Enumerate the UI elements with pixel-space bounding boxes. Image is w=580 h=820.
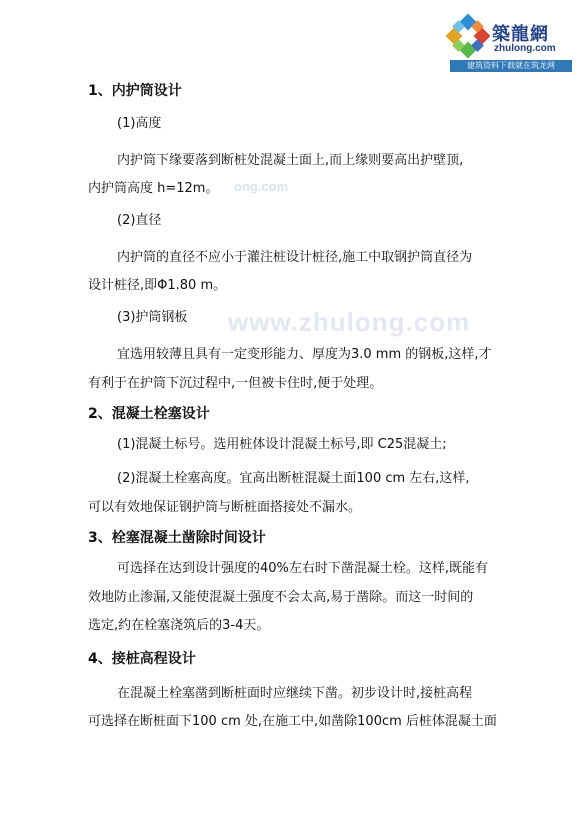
paragraph-line: 可选择在达到设计强度的40%左右时下凿混凝土栓。这样,既能有: [117, 561, 489, 576]
heading-concrete-plug-design: 2、混凝土栓塞设计: [88, 406, 210, 422]
paragraph-line: 内护筒高度 h=12m。: [88, 181, 219, 196]
logo-brand-text: 築龍網: [492, 24, 549, 45]
subheading-diameter: (2)直径: [117, 213, 162, 228]
paragraph-line: 效地防止渗漏,又能使混凝土强度不会太高,易于凿除。而这一时间的: [88, 590, 474, 605]
subheading-concrete-grade: (1)混凝土标号。选用桩体设计混凝土标号,即 C25混凝土;: [117, 437, 447, 452]
subheading-casing-steel-plate: (3)护筒钢板: [117, 310, 188, 325]
subheading-height: (1)高度: [117, 116, 162, 131]
paragraph-line: 可选择在断桩面下100 cm 处,在施工中,如凿除100cm 后桩体混凝土面: [88, 714, 497, 729]
watermark-large: www.zhulong.com: [228, 307, 471, 337]
paragraph-line: 设计桩径,即Φ1.80 m。: [88, 278, 227, 293]
paragraph-line: 可以有效地保证钢护筒与断桩面搭接处不漏水。: [88, 500, 362, 515]
watermark-small: ong.com: [234, 179, 289, 194]
paragraph-line: 选定,约在栓塞浇筑后的3-4天。: [88, 618, 270, 633]
logo-domain-text: zhulong.com: [494, 43, 556, 54]
zhulong-emblem-icon: [446, 14, 490, 58]
paragraph-line: 宜选用较薄且具有一定变形能力、厚度为3.0 mm 的钢板,这样,才: [117, 347, 492, 362]
paragraph-line: 内护筒下缘要落到断桩处混凝土面上,而上缘则要高出护壁顶,: [117, 153, 464, 168]
paragraph-line: 在混凝土栓塞凿到断桩面时应继续下凿。初步设计时,接桩高程: [117, 686, 473, 701]
zhulong-logo: [446, 12, 574, 72]
subheading-plug-height: (2)混凝土栓塞高度。宜高出断桩混凝土面100 cm 左右,这样,: [117, 471, 470, 486]
heading-chiseling-time-design: 3、栓塞混凝土凿除时间设计: [88, 530, 266, 546]
heading-pile-splice-elevation: 4、接桩高程设计: [88, 651, 196, 667]
logo-banner: 建筑资料下载就在筑龙网: [450, 60, 572, 72]
heading-inner-casing-design: 1、内护筒设计: [88, 83, 182, 99]
paragraph-line: 有利于在护筒下沉过程中,一但被卡住时,便于处理。: [88, 376, 383, 391]
paragraph-line: 内护筒的直径不应小于灌注桩设计桩径,施工中取钢护筒直径为: [117, 250, 473, 265]
